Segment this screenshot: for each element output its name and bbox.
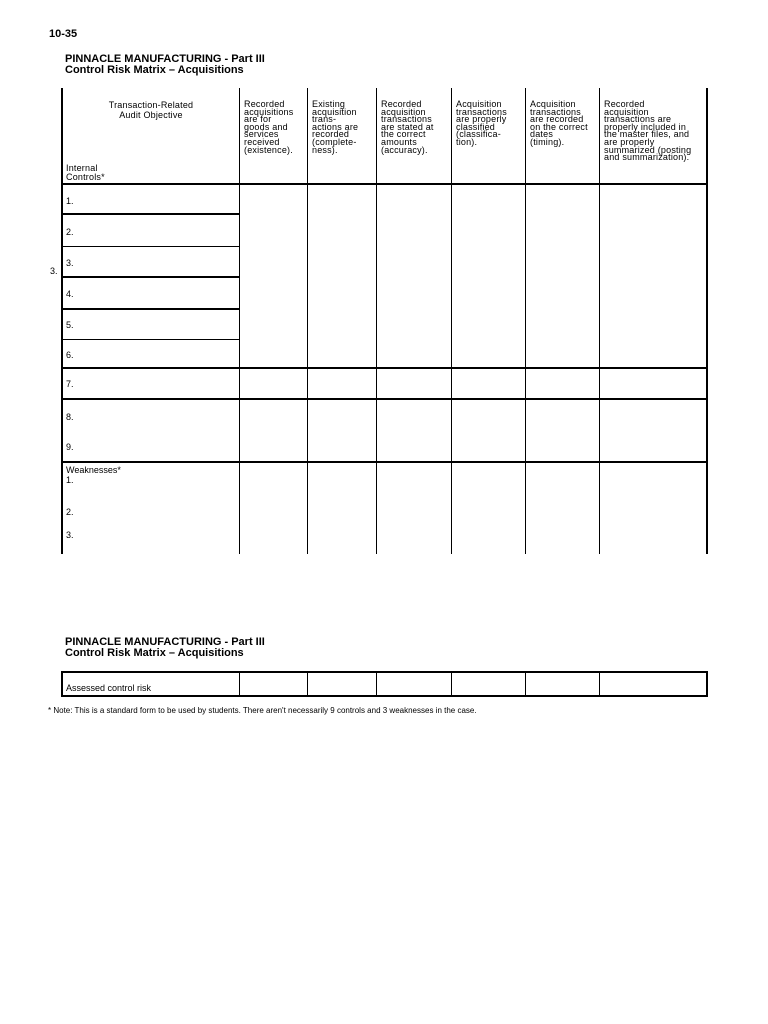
page-number: 10-35 [49,28,78,40]
group-rule [61,367,708,369]
matrix-right-border [706,88,708,554]
control-row-label: 8. [66,412,74,422]
column-header-classification: Acquisition transactions are properly classified (classifica- tion). [456,99,507,147]
table-divider [239,671,240,697]
weakness-row-label: 3. [66,530,74,540]
matrix-divider [599,88,600,554]
column-header-accuracy: Recorded acquisition transactions are stated at the correct amounts (accuracy). [381,99,434,155]
table-left-border [61,671,63,697]
row-rule [61,276,240,278]
form-subtitle-bottom: Control Risk Matrix – Acquisitions [65,647,244,659]
table-right-border [706,671,708,697]
table-divider [451,671,452,697]
matrix-divider [451,88,452,554]
table-divider [376,671,377,697]
control-row-label: 1. [66,196,74,206]
table-divider [599,671,600,697]
form-title-bottom: PINNACLE MANUFACTURING - Part III [65,636,265,648]
weakness-row-label: 1. [66,475,74,485]
control-row-label: 3. [66,258,74,268]
control-row-label: 9. [66,442,74,452]
matrix-divider [239,88,240,554]
table-top-border [61,671,708,673]
table-divider [307,671,308,697]
matrix-divider [525,88,526,554]
row-rule [61,308,240,310]
header-bottom-rule [61,183,708,185]
table-divider [525,671,526,697]
internal-controls-header: Internal Controls* [66,163,105,182]
column-header-existence: Recorded acquisitions are for goods and services received (existence). [244,99,294,155]
matrix-divider [376,88,377,554]
row-rule [61,339,240,340]
control-row-label: 6. [66,350,74,360]
row-rule [61,213,240,215]
column-header-posting-summarization: Recorded acquisition transactions are properly included in the master files, and are properly summarized (posting and summarization). [604,99,692,163]
column-header-timing: Acquisition transactions are recorded on the correct dates (timing). [530,99,588,147]
footnote: * Note: This is a standard form to be used by students. There aren't necessarily 9 controls and 3 weaknesses in the case. [48,706,477,715]
weaknesses-header: Weaknesses* [66,465,121,475]
assessed-control-risk-label: Assessed control risk [66,683,152,693]
control-row-label: 7. [66,379,74,389]
column-header-completeness: Existing acquisition trans- actions are recorded (complete- ness). [312,99,359,155]
matrix-divider [307,88,308,554]
group-rule [61,398,708,400]
weakness-row-label: 2. [66,507,74,517]
group-rule [61,461,708,463]
control-row-label: 2. [66,227,74,237]
table-bottom-border [61,695,708,697]
control-row-label: 5. [66,320,74,330]
margin-label: 3. [50,266,58,276]
form-title: PINNACLE MANUFACTURING - Part III [65,53,265,65]
control-row-label: 4. [66,289,74,299]
row-rule [61,246,240,247]
matrix-left-border [61,88,63,554]
form-subtitle: Control Risk Matrix – Acquisitions [65,64,244,76]
audit-objective-header: Transaction-Related Audit Objective [108,100,194,120]
